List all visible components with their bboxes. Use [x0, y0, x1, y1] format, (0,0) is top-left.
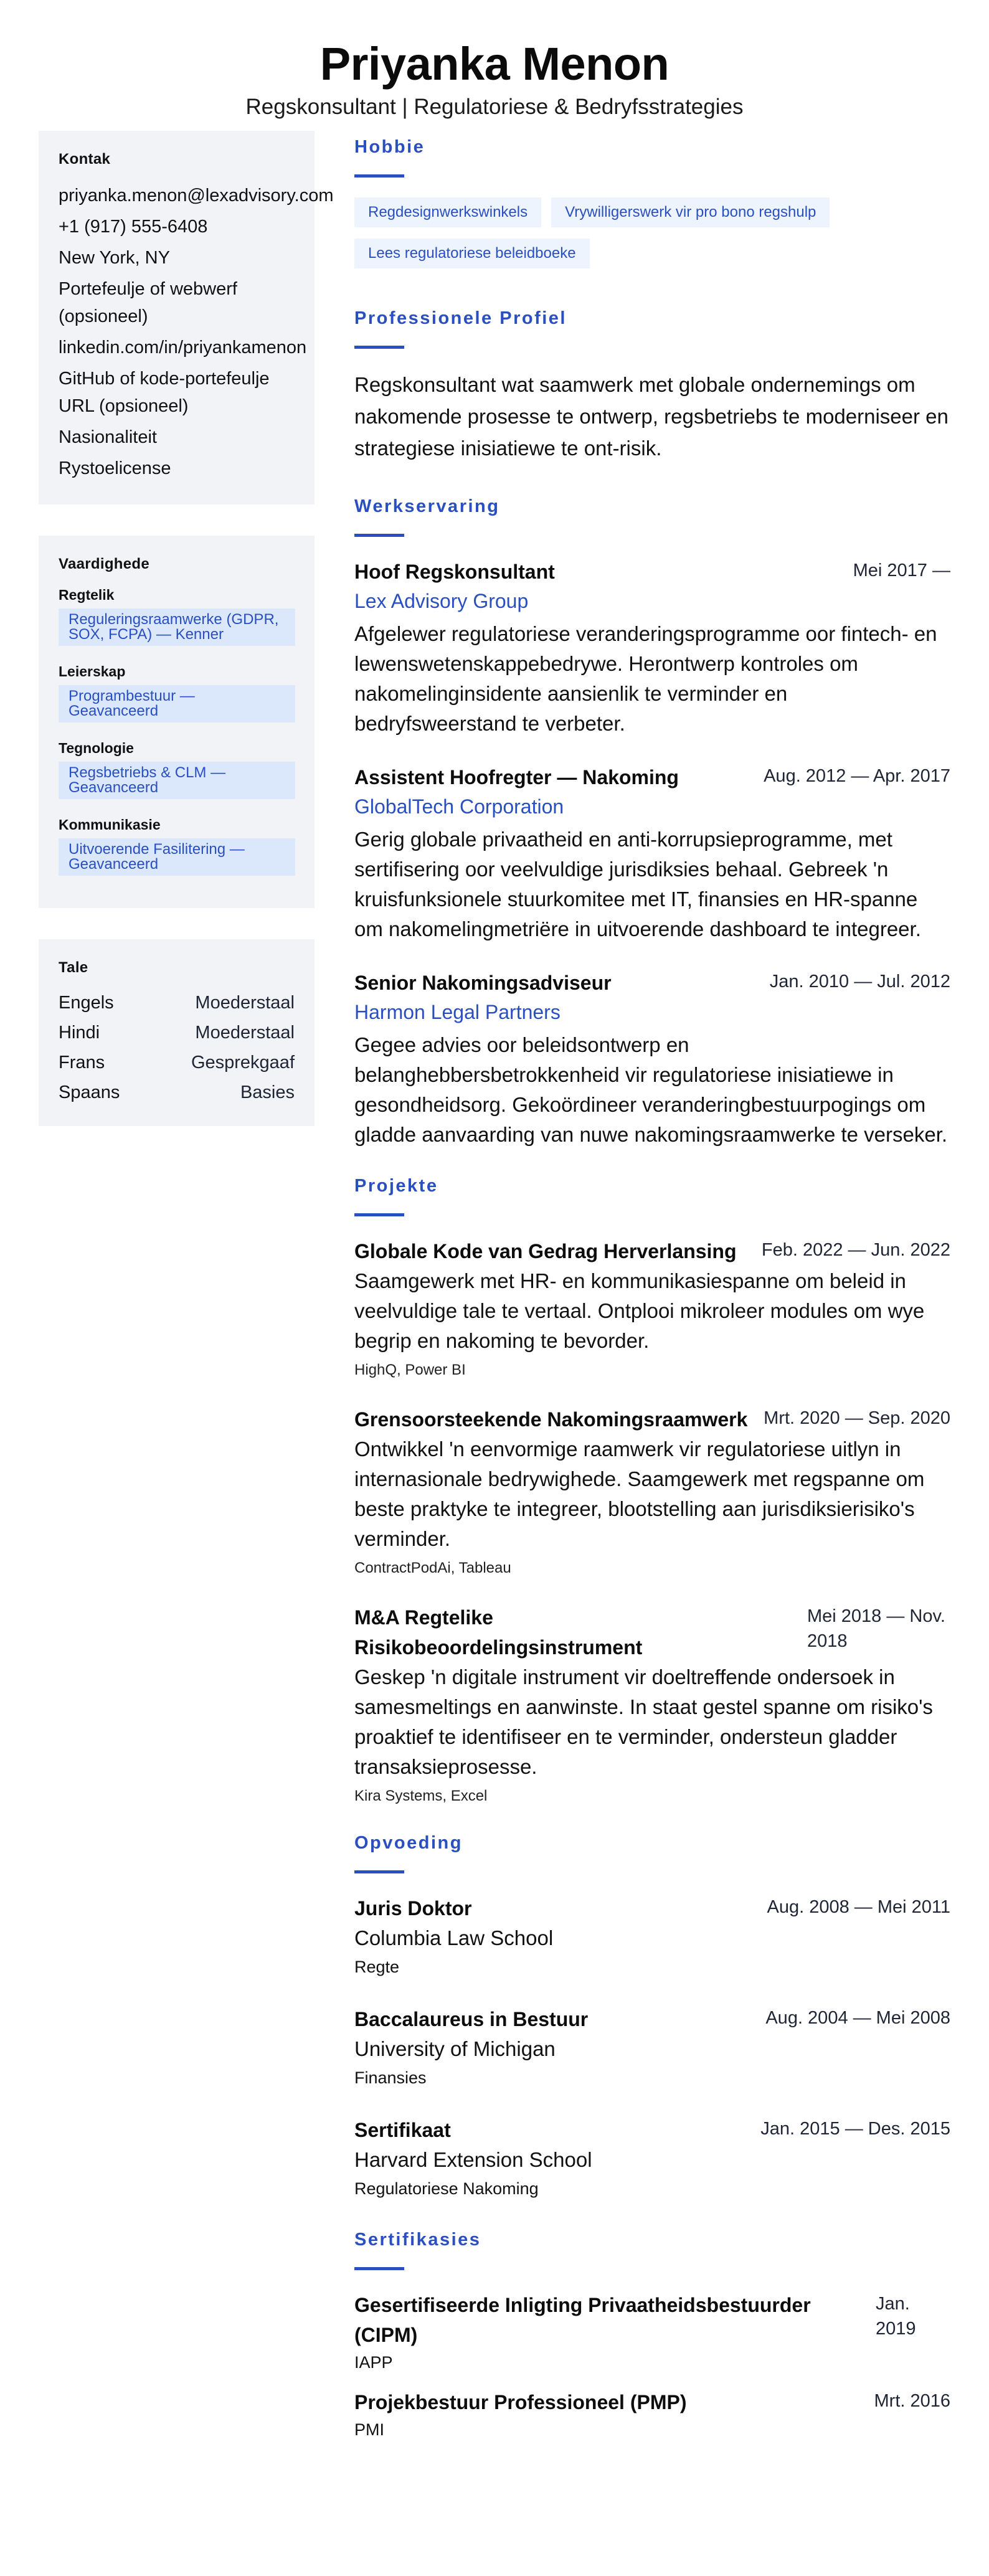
experience-entry: [354, 762, 950, 944]
school-name: Columbia Law School: [354, 1926, 554, 1949]
project-dates: Feb. 2022 — Jun. 2022: [761, 1240, 950, 1260]
language-name: Frans: [59, 1053, 105, 1073]
experience-entry: [354, 968, 950, 1150]
company-name: GlobalTech Corporation: [354, 795, 564, 818]
company-name: Harmon Legal Partners: [354, 1001, 561, 1023]
education-entry: [354, 2004, 950, 2091]
contact-email[interactable]: priyanka.menon@lexadvisory.com: [59, 186, 334, 206]
certification-date: Jan. 2019: [876, 2294, 916, 2339]
project-name: M&A Regtelike Risikobeoordelingsinstrument: [354, 1606, 643, 1659]
project-dates: Mrt. 2020 — Sep. 2020: [764, 1408, 950, 1428]
certification-entry: [354, 2290, 950, 2375]
skill-pill: Uitvoerende Fasilitering — Geavanceerd: [59, 838, 295, 876]
education-section: [354, 1830, 950, 2202]
resume-body: [0, 131, 989, 2466]
language-level: Gesprekgaaf: [191, 1053, 295, 1073]
certifications-heading: Sertifikasies: [354, 2230, 481, 2250]
section-divider: [354, 534, 404, 537]
job-dates: Aug. 2012 — Apr. 2017: [764, 766, 950, 786]
language-level: Moederstaal: [195, 1023, 295, 1043]
contact-license: Rystoelicense: [59, 458, 171, 478]
section-divider: [354, 174, 404, 178]
job-description: Gerig globale privaatheid en anti-korrupsieprogramme, met sertifisering oor veelvuldige jurisdiksies behaal. Gebreek 'n kruisfunksionele stuurkomitee met IT, finansies en HR-spanne om nakomelingmetriëre in uitvoerende dashboard te integreer.: [354, 828, 921, 940]
candidate-title: Regskonsultant | Regulatoriese & Bedryfsstrategies: [245, 95, 744, 119]
project-name: Grensoorsteekende Nakomingsraamwerk: [354, 1408, 748, 1431]
skill-group-label: Regtelik: [59, 587, 115, 603]
hobbies-section: [354, 135, 950, 268]
hobbies-heading: Hobbie: [354, 137, 425, 157]
language-name: Engels: [59, 993, 114, 1013]
project-entry: [354, 1236, 950, 1381]
certification-name: Projekbestuur Professioneel (PMP): [354, 2391, 687, 2413]
degree-name: Sertifikaat: [354, 2119, 451, 2141]
contact-nationality: Nasionaliteit: [59, 427, 157, 447]
project-entry: [354, 1603, 950, 1807]
contact-github[interactable]: GitHub of kode-portefeulje URL (opsioneel): [59, 369, 270, 416]
language-row: [59, 1018, 295, 1048]
job-dates: Jan. 2010 — Jul. 2012: [769, 972, 950, 992]
certification-date: Mrt. 2016: [874, 2391, 950, 2411]
education-entry: [354, 2115, 950, 2202]
degree-name: Juris Doktor: [354, 1897, 472, 1920]
company-name: Lex Advisory Group: [354, 590, 529, 612]
language-name: Spaans: [59, 1082, 120, 1102]
language-level: Moederstaal: [195, 993, 295, 1013]
resume-header: [0, 0, 989, 131]
project-entry: [354, 1404, 950, 1579]
languages-card: [39, 939, 315, 1126]
languages-title: Tale: [59, 959, 88, 976]
education-dates: Aug. 2008 — Mei 2011: [767, 1897, 950, 1917]
project-description: Saamgewerk met HR- en kommunikasiespanne om beleid in veelvuldige tale te vertaal. Ontplooi mikroleer modules om wye begrip en nakoming te bevorder.: [354, 1269, 925, 1352]
certification-issuer: PMI: [354, 2420, 385, 2439]
project-description: Ontwikkel 'n eenvormige raamwerk vir regulatoriese uitlyn in internasionale bedrywighede. Saamgewerk met regspanne om beste praktyke te integreer, blootstelling aan jurisdiksierisiko's verminder.: [354, 1437, 925, 1550]
section-divider: [354, 346, 404, 349]
profile-heading: Professionele Profiel: [354, 308, 567, 328]
experience-heading: Werkservaring: [354, 496, 500, 516]
profile-summary: Regskonsultant wat saamwerk met globale ondernemings om nakomende prosesse te ontwerp, regsbetriebs te moderniseer en strategiese inisiatiewe te ont-risik.: [354, 373, 949, 460]
skills-card: [39, 536, 315, 908]
skills-title: Vaardighede: [59, 556, 150, 572]
language-row: [59, 1048, 295, 1077]
certification-entry: [354, 2387, 950, 2442]
education-heading: Opvoeding: [354, 1833, 463, 1853]
project-tools: HighQ, Power BI: [354, 1361, 466, 1378]
section-divider: [354, 1213, 404, 1216]
project-description: Geskep 'n digitale instrument vir doeltreffende ondersoek in samesmeltings en aanwinste. In staat gestel spanne om risiko's proaktief te identifiseer en te verminder, ondersteun gladder transaksieprosesse.: [354, 1665, 933, 1778]
profile-section: [354, 306, 950, 464]
section-divider: [354, 2267, 404, 2270]
project-dates: Mei 2018 — Nov. 2018: [807, 1606, 945, 1651]
hobby-tag: Vrywilligerswerk vir pro bono regshulp: [551, 197, 830, 227]
school-name: University of Michigan: [354, 2037, 556, 2060]
field-of-study: Regte: [354, 1958, 400, 1976]
skill-pill: Programbestuur — Geavanceerd: [59, 685, 295, 722]
project-name: Globale Kode van Gedrag Herverlansing: [354, 1240, 737, 1262]
hobby-tag: Lees regulatoriese beleidboeke: [354, 239, 590, 268]
experience-section: [354, 494, 950, 1150]
degree-name: Baccalaureus in Bestuur: [354, 2008, 589, 2030]
language-level: Basies: [240, 1082, 295, 1102]
section-divider: [354, 1870, 404, 1873]
contact-location: New York, NY: [59, 248, 170, 268]
contact-card: [39, 131, 334, 504]
education-dates: Jan. 2015 — Des. 2015: [760, 2119, 950, 2139]
skill-pill: Regsbetriebs & CLM — Geavanceerd: [59, 762, 295, 799]
job-title: Senior Nakomingsadviseur: [354, 972, 612, 994]
contact-linkedin[interactable]: linkedin.com/in/priyankamenon: [59, 338, 307, 358]
candidate-name: Priyanka Menon: [319, 38, 670, 90]
education-entry: [354, 1893, 950, 1981]
projects-heading: Projekte: [354, 1176, 438, 1196]
certification-name: Gesertifiseerde Inligting Privaatheidsbestuurder (CIPM): [354, 2294, 811, 2346]
project-tools: ContractPodAi, Tableau: [354, 1560, 511, 1576]
language-row: [59, 988, 295, 1018]
skill-group-label: Tegnologie: [59, 740, 134, 756]
skill-pill: Reguleringsraamwerke (GDPR, SOX, FCPA) — Kenner: [59, 608, 295, 646]
skill-group-label: Leierskap: [59, 663, 126, 680]
job-description: Afgelewer regulatoriese veranderingsprogramme oor fintech- en lewenswetenskappebedrywe. Herontwerp kontroles om nakomelinginsidente aansienlik te verminder en bedryfsweerstand te verbeter.: [354, 622, 937, 735]
experience-entry: [354, 557, 950, 739]
sidebar: [39, 131, 334, 2466]
hobby-tag: Regdesignwerkswinkels: [354, 197, 541, 227]
field-of-study: Regulatoriese Nakoming: [354, 2179, 539, 2198]
hobby-tags: [354, 197, 950, 268]
project-tools: Kira Systems, Excel: [354, 1788, 488, 1804]
certifications-section: [354, 2227, 950, 2442]
projects-section: [354, 1173, 950, 1807]
contact-portfolio[interactable]: Portefeulje of webwerf (opsioneel): [59, 279, 237, 326]
certification-issuer: IAPP: [354, 2353, 393, 2372]
language-row: [59, 1077, 295, 1107]
school-name: Harvard Extension School: [354, 2148, 592, 2171]
job-description: Gegee advies oor beleidsontwerp en belanghebbersbetrokkenheid vir regulatoriese inisiatiewe in gesondheidsorg. Gekoördineer veranderingbestuurpogings om gladde aanvaarding van nuwe nakomingsraamwerke te verseker.: [354, 1033, 948, 1146]
contact-title: Kontak: [59, 151, 111, 168]
contact-phone[interactable]: +1 (917) 555-6408: [59, 217, 208, 237]
job-title: Assistent Hoofregter — Nakoming: [354, 766, 679, 788]
job-title: Hoof Regskonsultant: [354, 561, 555, 583]
field-of-study: Finansies: [354, 2068, 427, 2087]
skill-group-label: Kommunikasie: [59, 817, 161, 833]
language-name: Hindi: [59, 1023, 100, 1043]
main-content: [354, 131, 950, 2466]
education-dates: Aug. 2004 — Mei 2008: [765, 2008, 950, 2028]
job-dates: Mei 2017 —: [853, 561, 950, 580]
